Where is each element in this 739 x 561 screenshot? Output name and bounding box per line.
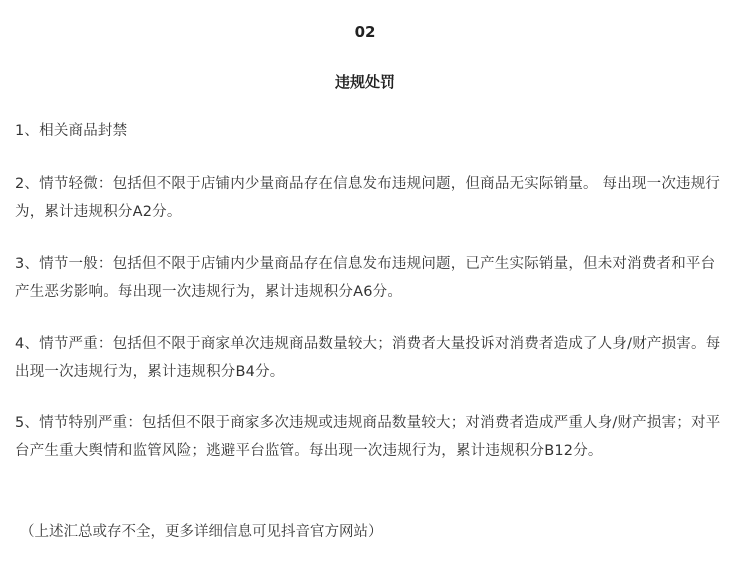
penalty-item-2: 2、情节轻微：包括但不限于店铺内少量商品存在信息发布违规问题，但商品无实际销量。 每出现一次违规行为，累计违规积分A2分。 — [15, 176, 721, 220]
section-title: 违规处罚 — [334, 73, 395, 91]
penalty-item-4: 4、情节严重：包括但不限于商家单次违规商品数量较大；消费者大量投诉对消费者造成了人身/财产损害。每出现一次违规行为，累计违规积分B4分。 — [15, 336, 721, 380]
footnote: （上述汇总或存不全，更多详细信息可见抖音官方网站） — [20, 524, 383, 540]
section-number: 02 — [354, 23, 376, 41]
penalty-item-1: 1、相关商品封禁 — [15, 123, 128, 139]
penalty-item-3: 3、情节一般：包括但不限于店铺内少量商品存在信息发布违规问题，已产生实际销量，但未对消费者和平台产生恶劣影响。每出现一次违规行为，累计违规积分A6分。 — [15, 256, 716, 300]
penalty-item-5: 5、情节特别严重：包括但不限于商家多次违规或违规商品数量较大；对消费者造成严重人身/财产损害；对平台产生重大舆情和监管风险；逃避平台监管。每出现一次违规行为，累计违规积分B12分。 — [15, 415, 721, 459]
